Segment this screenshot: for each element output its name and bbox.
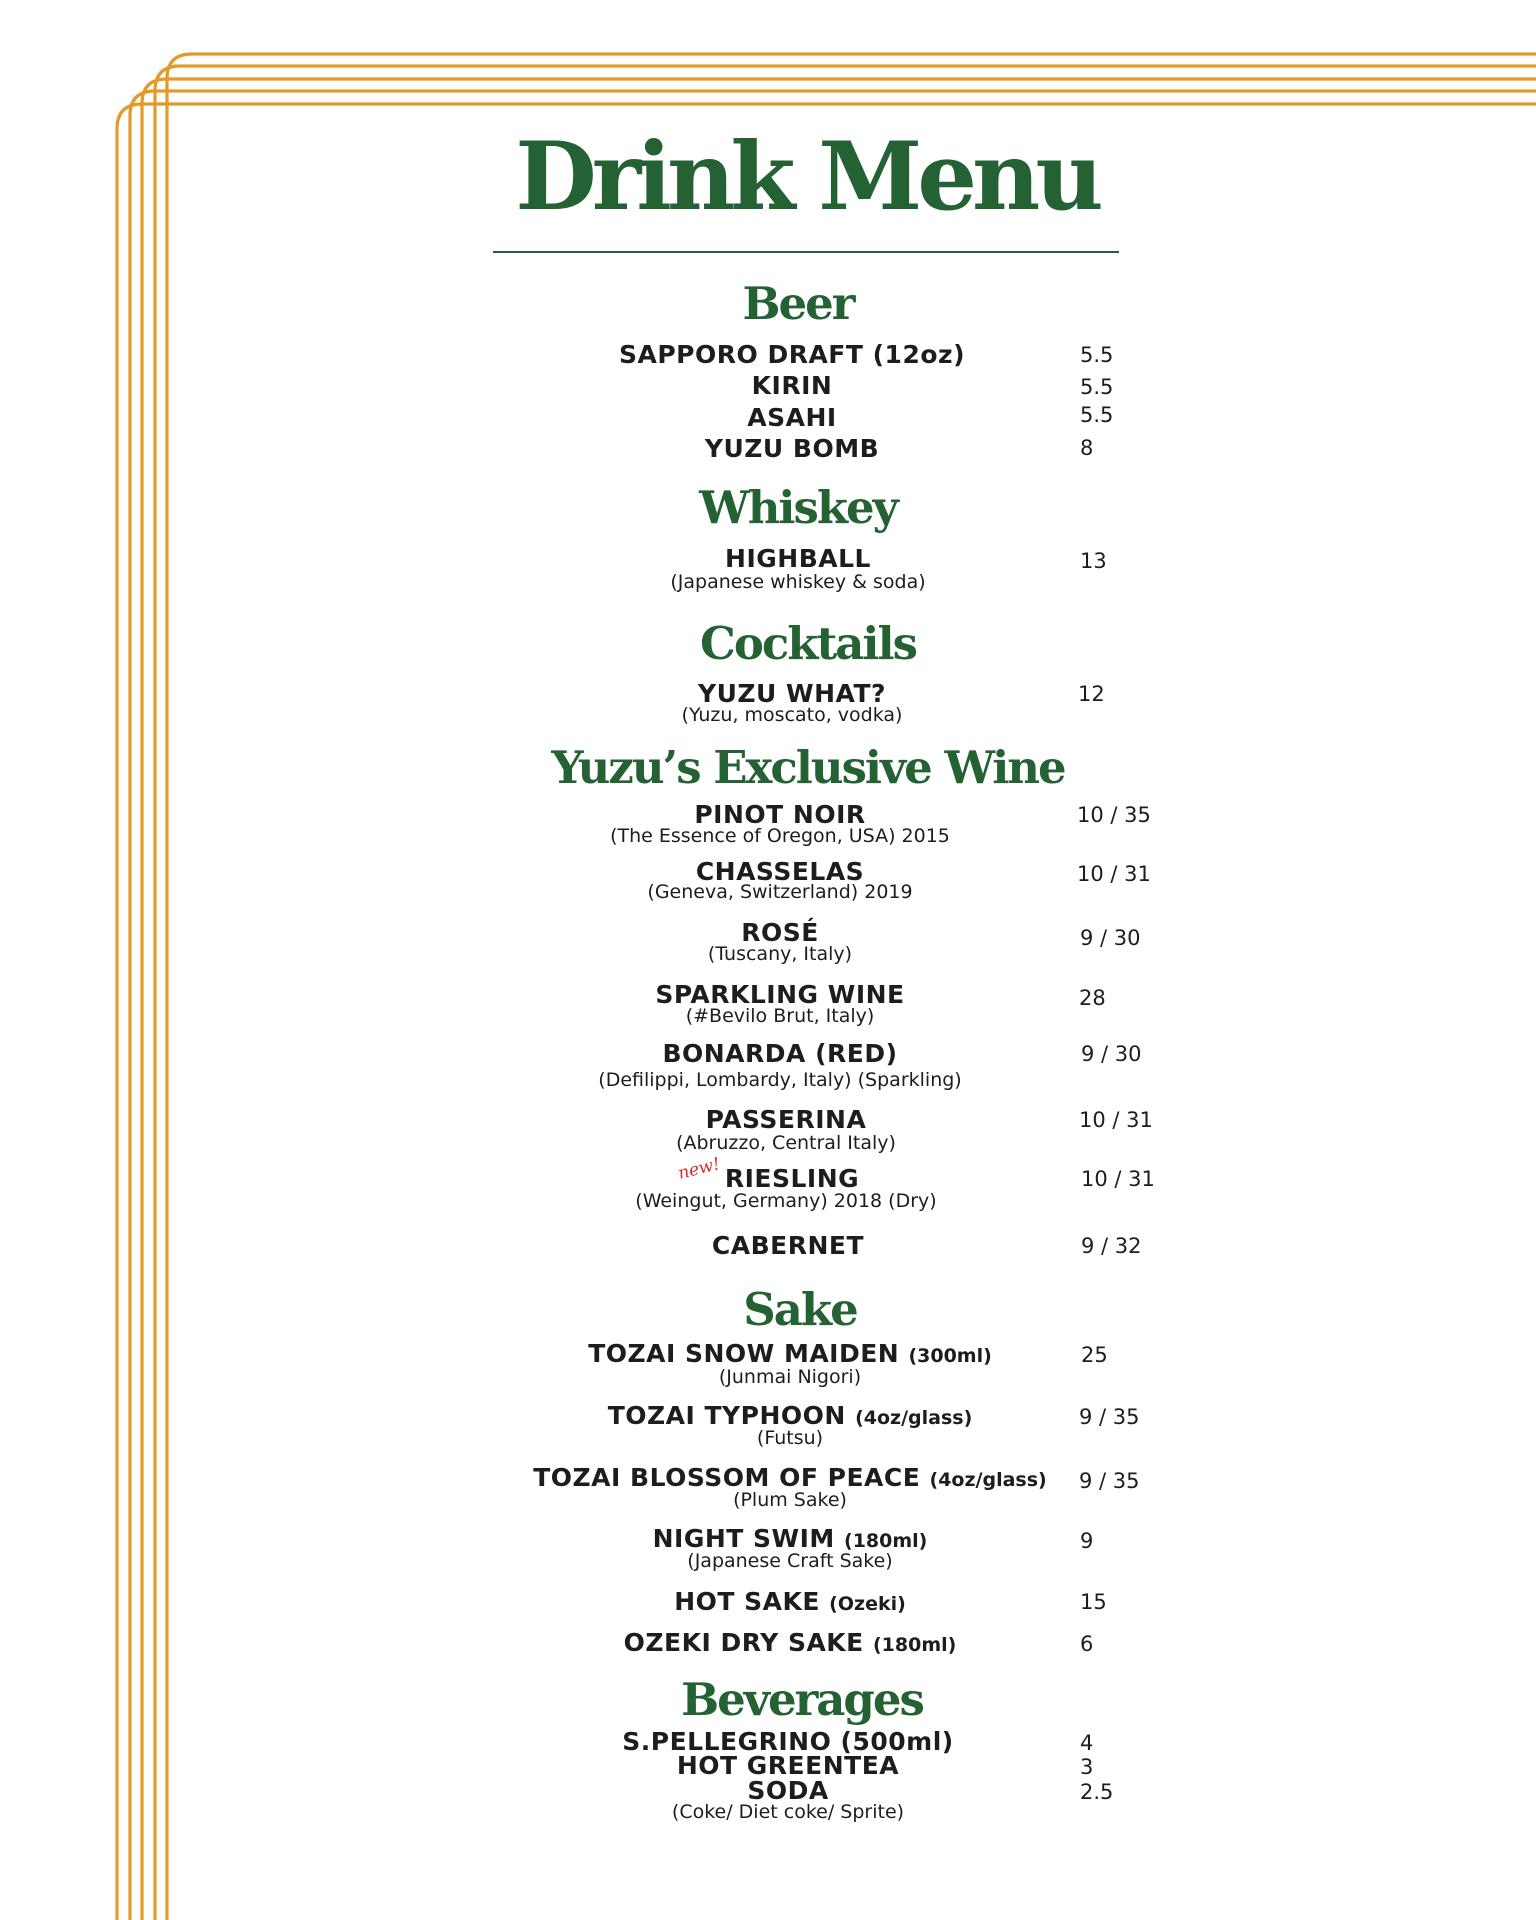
section-title-beer: Beer	[742, 277, 854, 330]
item-name-text: TOZAI BLOSSOM OF PEACE	[533, 1463, 921, 1492]
item-name: YUZU BOMB	[704, 434, 880, 463]
item-price: 5.5	[1080, 375, 1114, 399]
item-size: (180ml)	[872, 1634, 957, 1656]
item-price: 9 / 30	[1080, 926, 1141, 950]
item-name	[490, 1526, 1090, 1551]
item-price: 10 / 31	[1079, 1108, 1153, 1132]
title-underline	[493, 251, 1119, 253]
item-price: 28	[1079, 986, 1106, 1010]
item-name	[490, 1403, 1090, 1428]
item-price: 25	[1081, 1343, 1108, 1367]
menu-title: Drink Menu	[515, 122, 1099, 232]
section-title-beverages: Beverages	[681, 1673, 923, 1726]
item-description: (Japanese whiskey & soda)	[670, 571, 926, 593]
section-title-wine: Yuzu’s Exclusive Wine	[551, 741, 1065, 794]
item-name-text: OZEKI DRY SAKE	[623, 1628, 864, 1657]
item-description: (Abruzzo, Central Italy)	[676, 1132, 896, 1154]
item-price: 6	[1080, 1632, 1094, 1656]
section-title-sake: Sake	[743, 1283, 857, 1336]
section-title-whiskey: Whiskey	[699, 481, 897, 534]
item-size: (180ml)	[844, 1530, 928, 1552]
item-name: ASAHI	[747, 403, 837, 432]
item-price: 12	[1078, 682, 1105, 706]
item-name	[490, 1630, 1090, 1655]
item-name: RIESLING	[724, 1164, 860, 1193]
item-name: HOT GREENTEA	[676, 1751, 900, 1780]
item-size: (Ozeki)	[829, 1593, 906, 1615]
new-badge: new!	[676, 1154, 723, 1184]
item-name	[490, 1341, 1090, 1366]
item-price: 13	[1080, 549, 1107, 573]
item-price: 8	[1080, 436, 1094, 460]
item-price: 2.5	[1080, 1780, 1114, 1804]
item-price: 4	[1080, 1731, 1094, 1755]
item-name: YUZU WHAT?	[698, 679, 886, 708]
item-price: 9 / 35	[1079, 1469, 1140, 1493]
item-name: PINOT NOIR	[694, 800, 866, 829]
item-description: (Coke/ Diet coke/ Sprite)	[671, 1801, 905, 1823]
item-price: 9	[1080, 1529, 1094, 1553]
item-price: 10 / 35	[1077, 803, 1151, 827]
item-name-text: NIGHT SWIM	[652, 1524, 835, 1553]
section-title-cocktails: Cocktails	[700, 617, 916, 670]
item-name: SAPPORO DRAFT (12oz)	[618, 340, 965, 369]
item-name	[490, 1589, 1090, 1614]
item-size: (300ml)	[908, 1345, 992, 1367]
item-price: 5.5	[1080, 403, 1114, 427]
item-price: 10 / 31	[1077, 862, 1151, 886]
item-name: SPARKLING WINE	[655, 980, 905, 1009]
item-description: (Junmai Nigori)	[718, 1366, 862, 1388]
item-name: KIRIN	[751, 371, 833, 400]
item-description: (Tuscany, Italy)	[707, 943, 853, 965]
item-price: 3	[1080, 1755, 1094, 1779]
item-description: (Futsu)	[756, 1427, 824, 1449]
item-name-text: TOZAI SNOW MAIDEN	[588, 1339, 900, 1368]
item-name	[490, 1465, 1090, 1490]
item-name-text: HOT SAKE	[674, 1587, 820, 1616]
item-description: (The Essence of Oregon, USA) 2015	[610, 825, 950, 847]
item-name: CABERNET	[711, 1231, 865, 1260]
item-description: (Defilippi, Lombardy, Italy) (Sparkling)	[598, 1069, 962, 1091]
item-name-text: TOZAI TYPHOON	[607, 1401, 846, 1430]
item-description: (#Bevilo Brut, Italy)	[685, 1005, 875, 1027]
item-name: BONARDA (RED)	[662, 1039, 898, 1068]
item-description: (Japanese Craft Sake)	[687, 1550, 893, 1572]
item-name: S.PELLEGRINO (500ml)	[622, 1727, 954, 1756]
item-price: 9 / 35	[1079, 1405, 1140, 1429]
item-description: (Yuzu, moscato, vodka)	[681, 704, 903, 726]
item-name: HIGHBALL	[725, 544, 871, 573]
item-price: 9 / 32	[1081, 1234, 1142, 1258]
item-price: 10 / 31	[1081, 1167, 1155, 1191]
item-name: ROSÉ	[741, 918, 819, 947]
item-size: (4oz/glass)	[855, 1407, 973, 1429]
item-price: 15	[1080, 1590, 1107, 1614]
item-price: 5.5	[1080, 343, 1114, 367]
item-price: 9 / 30	[1081, 1042, 1142, 1066]
item-description: (Geneva, Switzerland) 2019	[647, 881, 913, 903]
item-name: CHASSELAS	[695, 857, 865, 886]
item-name: SODA	[747, 1776, 829, 1805]
item-name: PASSERINA	[705, 1105, 867, 1134]
item-size: (4oz/glass)	[929, 1469, 1047, 1491]
item-description: (Plum Sake)	[733, 1489, 847, 1511]
item-description: (Weingut, Germany) 2018 (Dry)	[635, 1190, 937, 1212]
